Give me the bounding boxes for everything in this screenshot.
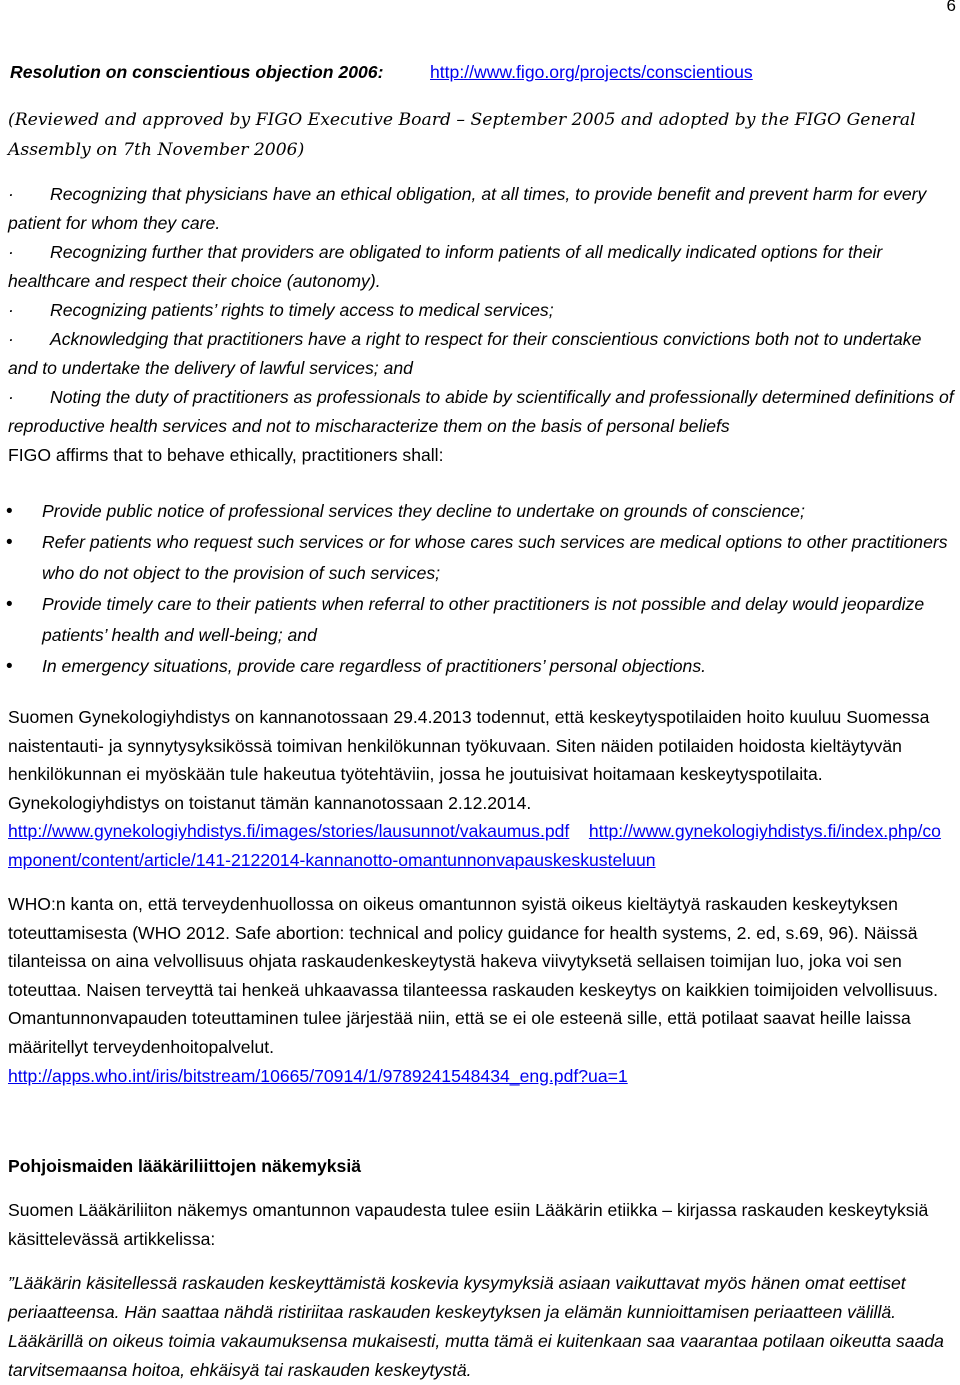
figo-affirms-text: FIGO affirms that to behave ethically, practitioners shall: [8, 445, 444, 465]
affirmation-list [8, 496, 954, 682]
gynecology-link-2[interactable]: http://www.gynekologiyhdistys.fi/index.php/component/content/article/141-2122014-kannanotto-omantunnonvapauskeskusteluun [8, 821, 941, 870]
figo-link[interactable]: http://www.figo.org/projects/conscientious [430, 62, 753, 82]
recognition-point: · Recognizing further that providers are obligated to inform patients of all medically indicated options for their healthcare and respect their choice (autonomy). [8, 242, 883, 291]
recognition-point: · Acknowledging that practitioners have a right to respect for their conscientious convictions both not to undertake and to undertake the delivery of lawful services; and [8, 329, 922, 378]
resolution-title: Resolution on conscientious objection 2006: [10, 62, 384, 82]
page-number: 6 [946, 0, 956, 15]
who-link[interactable]: http://apps.who.int/iris/bitstream/10665/70914/1/9789241548434_eng.pdf?ua=1 [8, 1065, 628, 1086]
nordic-heading [8, 1152, 954, 1181]
list-item: • In emergency situations, provide care regardless of practitioners’ personal objections. [8, 651, 954, 682]
reviewed-note [8, 106, 954, 165]
gynecology-links [8, 817, 954, 874]
list-item: • Provide timely care to their patients when referral to other practitioners is not possible and delay would jeopardize patients’ health and well-being; and [8, 589, 954, 651]
nordic-intro-text: Suomen Lääkäriliiton näkemys omantunnon vapaudesta tulee esiin Lääkärin etiikka – kirjassa raskauden keskeytyksiä käsittelevässä artikkelissa: [8, 1200, 929, 1249]
resolution-heading-row [10, 62, 950, 83]
recognition-point: · Noting the duty of practitioners as professionals to abide by scientifically and professionally determined definitions of reproductive health services and not to mischaracterize them on the basis of personal beliefs [8, 387, 954, 436]
who-text: WHO:n kanta on, että terveydenhuollossa on oikeus omantunnon syistä oikeus kieltäytyä raskauden keskeytyksen toteuttamisesta (WHO 2012. Safe abortion: technical and policy guidance for health systems, 2. ed, s.69, 96). Näissä tilanteissa on aina velvollisuus ohjata raskaudenkeskeytystä hakeva viivytyksetä sellaisen toimijan luo, joka voi sen toteuttaa. Naisen terveyttä tai henkeä uhkaavassa tilanteessa raskauden keskeytys on kaikkien toimijoiden velvollisuus. Omantunnonvapauden toteuttaminen tulee järjestää niin, että se ei ole esteenä sille, että potilaat saavat heille laissa määritellyt terveydenhoitopalvelut. [8, 894, 939, 1057]
list-item: • Provide public notice of professional services they decline to undertake on grounds of conscience; [8, 496, 954, 527]
who-link-row [8, 1062, 954, 1091]
recognition-points [8, 180, 954, 470]
list-item: • Refer patients who request such services or for whose cares such services are medical options to other practitioners who do not object to the provision of such services; [8, 527, 954, 589]
recognition-point: · Recognizing patients’ rights to timely access to medical services; [8, 300, 554, 320]
nordic-intro [8, 1196, 954, 1253]
nordic-quote-text: ”Lääkärin käsitellessä raskauden keskeyttämistä koskevia kysymyksiä asiaan vaikuttavat myös hänen omat eettiset periaatteensa. Hän saattaa nähdä ristiriitaa raskauden keskeytyksen ja elämän kunnioittamisen periaatteen välillä. Lääkärillä on oikeus toimia vakaumuksensa mukaisesti, mutta tämä ei kuitenkaan saa vaarantaa potilaan oikeutta saada tarvitsemaansa hoitoa, ehkäisyä tai raskauden keskeytystä. [8, 1273, 944, 1380]
section-heading: Pohjoismaiden lääkäriliittojen näkemyksiä [8, 1156, 361, 1176]
gynecology-section [8, 703, 954, 875]
nordic-quote [8, 1269, 954, 1385]
who-section [8, 890, 954, 1090]
recognition-point: · Recognizing that physicians have an ethical obligation, at all times, to provide benefit and prevent harm for every patient for whom they care. [8, 184, 927, 233]
gynecology-text: Suomen Gynekologiyhdistys on kannanotossaan 29.4.2013 todennut, että keskeytyspotilaiden hoito kuuluu Suomessa naistentauti- ja synnytysyksikössä toimivan henkilökunnan työkuvaan. Siten näiden potilaiden hoidosta kieltäytyvän henkilökunnan ei myöskään tule hakeutua työtehtäviin, jossa he joutuisivat hoitamaan keskeytyspotilaita. Gynekologiyhdistys on toistanut tämän kannanotossaan 2.12.2014. [8, 707, 930, 813]
gynecology-link-1[interactable]: http://www.gynekologiyhdistys.fi/images/stories/lausunnot/vakaumus.pdf [8, 821, 570, 842]
reviewed-text: (Reviewed and approved by FIGO Executive Board – September 2005 and adopted by the FIGO General Assembly on 7th November 2006) [8, 110, 916, 160]
